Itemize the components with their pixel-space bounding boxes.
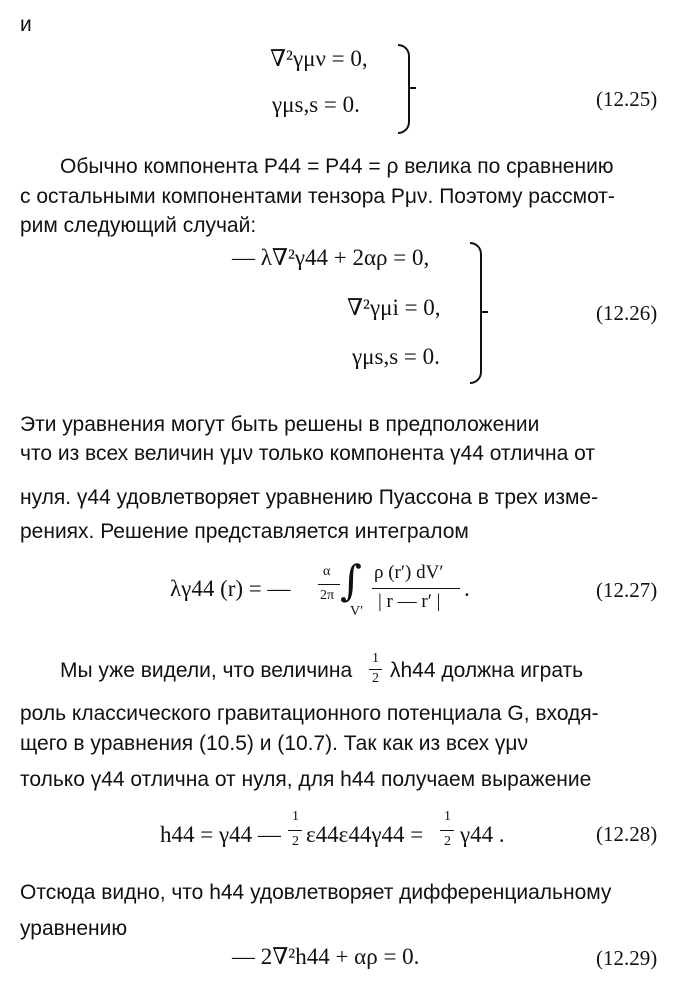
eq-12-28-f2-num: 1 xyxy=(444,809,451,824)
fraction-bar xyxy=(318,584,340,585)
eq-12-25-number: (12.25) xyxy=(596,87,658,111)
eq-12-27-coef-num: α xyxy=(323,564,331,579)
eq-12-25-line1: ∇²γμν = 0, xyxy=(270,46,368,71)
eq-12-26-line1: — λ∇²γ44 + 2αρ = 0, xyxy=(232,245,430,270)
eq-12-26-line3: γμs,s = 0. xyxy=(352,344,440,369)
para3-line2: роль классического гравитационного потенциала G, входя- xyxy=(20,702,599,725)
eq-12-27-tail: . xyxy=(464,576,470,601)
para3-line1b: λh44 должна играть xyxy=(390,659,584,682)
eq-12-28-f2-den: 2 xyxy=(444,834,451,849)
brace xyxy=(398,44,410,134)
para3-line3: щего в уравнения (10.5) и (10.7). Так как из всех γμν xyxy=(20,732,528,755)
para3-half-den: 2 xyxy=(372,671,379,686)
eq-12-28-part2: ε44ε44γ44 = xyxy=(306,822,424,847)
eq-12-26-number: (12.26) xyxy=(596,301,658,325)
brace xyxy=(470,242,482,384)
para1-line1: Обычно компонента P44 = P44 = ρ велика по сравнению xyxy=(60,155,614,178)
para2-line1: Эти уравнения могут быть решены в предположении xyxy=(20,413,540,436)
eq-12-29-body: — 2∇²h44 + αρ = 0. xyxy=(232,944,420,969)
brace-tip xyxy=(480,311,488,313)
eq-12-27-frac-num: ρ (r′) dV′ xyxy=(374,562,444,583)
fraction-bar xyxy=(372,588,460,589)
eq-12-27-coef-den: 2π xyxy=(320,588,335,603)
eq-12-27-lhs: λγ44 (r) = — xyxy=(170,576,291,601)
eq-12-28-part1: h44 = γ44 — xyxy=(160,822,281,847)
eq-12-29-number: (12.29) xyxy=(596,946,658,970)
eq-12-28-f1-den: 2 xyxy=(292,834,299,849)
fraction-bar xyxy=(440,830,454,831)
para2-line2: что из всех величин γμν только компонента γ44 отлична от xyxy=(20,442,595,465)
eq-12-28-part3: γ44 . xyxy=(460,822,505,847)
para2-line4: рениях. Решение представляется интегралом xyxy=(20,520,469,543)
fraction-bar xyxy=(369,669,382,670)
brace-tip xyxy=(408,87,416,89)
eq-12-27-int-sub: V′ xyxy=(350,604,364,619)
eq-12-27-frac-den: | r — r′ | xyxy=(378,591,441,612)
eq-12-28-number: (12.28) xyxy=(596,822,658,846)
eq-12-26-line2: ∇²γμi = 0, xyxy=(347,295,441,320)
para3-line1a: Мы уже видели, что величина xyxy=(60,659,353,682)
eq-12-27-number: (12.27) xyxy=(596,578,658,602)
para1-line3: рим следующий случай: xyxy=(20,214,257,237)
eq-12-28-f1-num: 1 xyxy=(292,809,299,824)
para2-line3: нуля. γ44 удовлетворяет уравнению Пуассона в трех изме- xyxy=(20,486,599,509)
intro-word: и xyxy=(20,13,32,36)
para3-half-num: 1 xyxy=(372,651,379,666)
para3-line4: только γ44 отлична от нуля, для h44 получаем выражение xyxy=(20,768,592,791)
para4-line1: Отсюда видно, что h44 удовлетворяет дифференциальному xyxy=(20,881,612,904)
integral-sign: ∫ xyxy=(340,556,362,605)
para1-line2: с остальными компонентами тензора Pμν. Поэтому рассмот- xyxy=(20,185,615,208)
fraction-bar xyxy=(288,830,302,831)
para4-line2: уравнению xyxy=(20,917,128,940)
eq-12-25-line2: γμs,s = 0. xyxy=(272,92,360,117)
